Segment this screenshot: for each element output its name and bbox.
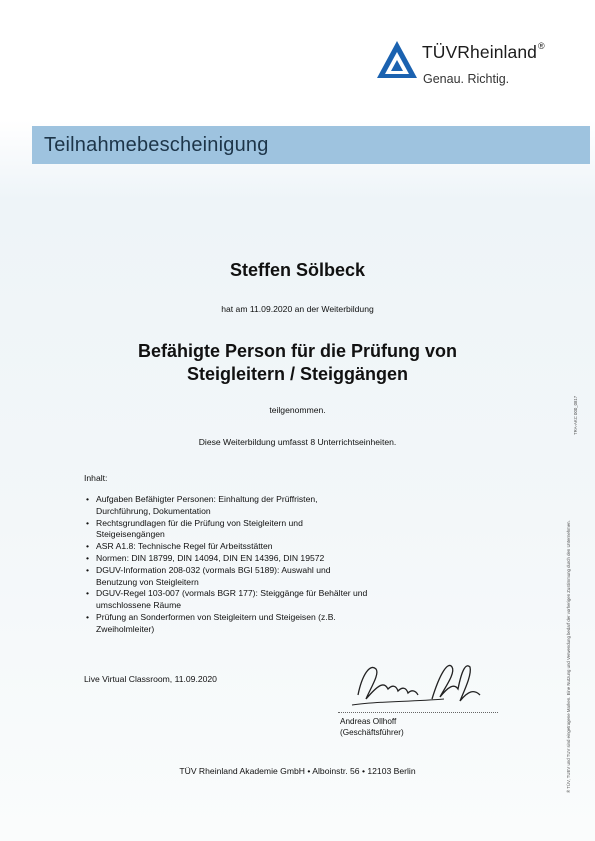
list-item xyxy=(84,494,524,518)
document-title: Teilnahmebescheinigung xyxy=(44,134,269,156)
topic-line-continued: Steigeisengängen xyxy=(96,529,165,540)
signer-block xyxy=(340,716,404,738)
list-item xyxy=(84,553,524,565)
list-item xyxy=(84,588,524,612)
content-heading: Inhalt: xyxy=(84,473,108,483)
signature-line xyxy=(338,712,498,713)
registered-mark: ® xyxy=(538,41,545,51)
topic-line: • DGUV-Information 208-032 (vormals BGI 5189): Auswahl und xyxy=(96,564,331,575)
topic-line: • DGUV-Regel 103-007 (vormals BGR 177): Steiggänge für Behälter und xyxy=(96,588,368,599)
course-title-line1: Befähigte Person für die Prüfung von xyxy=(137,341,458,361)
list-item xyxy=(84,518,524,542)
list-item xyxy=(84,541,524,553)
signature-image xyxy=(348,655,498,713)
topic-line: • Rechtsgrundlagen für die Prüfung von Steigleitern und xyxy=(96,517,303,528)
legal-note: ® TÜV, TUEV und TUV sind eingetragene Marken. Eine Nutzung und Verwendung bedarf der vorherigen Zustimmung durch den Unternehmen. xyxy=(566,520,571,793)
course-title xyxy=(0,340,595,386)
signer-name: Andreas Ollhoff xyxy=(340,717,397,726)
topic-line-continued: Zweiholmleiter) xyxy=(96,623,155,634)
topic-line: • Normen: DIN 18799, DIN 14094, DIN EN 14396, DIN 19572 xyxy=(96,552,325,563)
brand-name xyxy=(422,42,545,63)
title-banner xyxy=(32,126,590,164)
units-text: Diese Weiterbildung umfasst 8 Unterrichtseinheiten. xyxy=(198,437,397,447)
brand-slogan: Genau. Richtig. xyxy=(423,72,510,86)
place-date: Live Virtual Classroom, 11.09.2020 xyxy=(84,674,217,684)
brand-text: TÜVRheinland xyxy=(422,42,538,62)
topic-line-continued: umschlossene Räume xyxy=(96,600,182,611)
signer-role: (Geschäftsführer) xyxy=(340,728,404,737)
tuv-logo xyxy=(376,38,576,98)
topic-list xyxy=(84,494,524,636)
topic-line: • Aufgaben Befähigter Personen: Einhaltung der Prüffristen, xyxy=(96,494,318,504)
list-item xyxy=(84,612,524,636)
topic-line: • ASR A1.8: Technische Regel für Arbeitsstätten xyxy=(96,541,273,552)
course-title-line2: Steigleitern / Steiggängen xyxy=(186,364,409,384)
topic-line-continued: Durchführung, Dokumentation xyxy=(96,505,211,516)
attendance-line: hat am 11.09.2020 an der Weiterbildung xyxy=(221,304,374,314)
topic-line-continued: Benutzung von Steigleitern xyxy=(96,576,199,587)
participated-text: teilgenommen. xyxy=(269,405,326,415)
tuv-triangle-logo-icon xyxy=(376,40,418,80)
list-item xyxy=(84,565,524,589)
footer-address: TÜV Rheinland Akademie GmbH • Alboinstr. 56 • 12103 Berlin xyxy=(179,766,416,776)
participant-name: Steffen Sölbeck xyxy=(229,260,366,280)
form-code: TRA-AKC 000_0817 xyxy=(573,395,578,435)
topic-line: • Prüfung an Sonderformen von Steigleitern und Steigeisen (z.B. xyxy=(96,611,336,622)
